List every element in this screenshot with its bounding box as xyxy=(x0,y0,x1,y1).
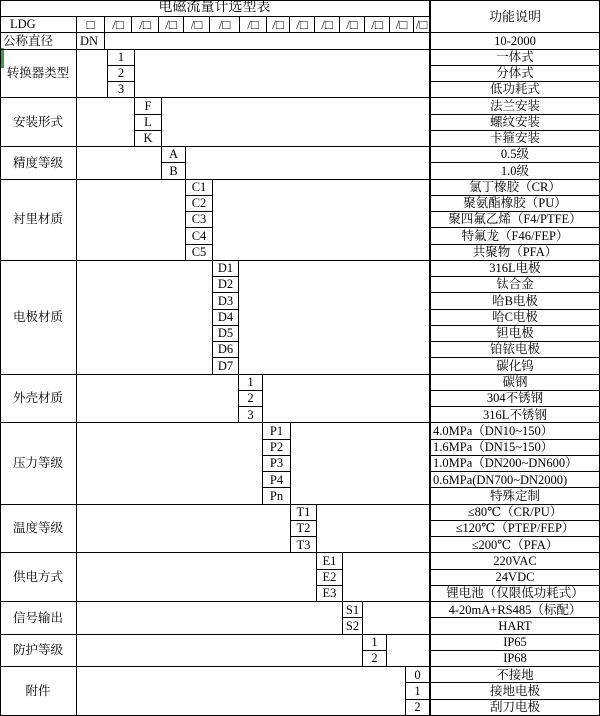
code-cell: B xyxy=(162,163,186,179)
group-label-cell: 精度等级 xyxy=(0,147,77,180)
code-cell: C2 xyxy=(186,196,213,212)
model-slot-cell: /□ xyxy=(267,17,290,33)
code-cell: A xyxy=(162,147,186,163)
group-label-cell: 安装形式 xyxy=(0,98,77,147)
desc-cell: 低功耗式 xyxy=(430,82,600,98)
model-prefix-cell: LDG xyxy=(0,17,77,33)
code-cell: D2 xyxy=(213,277,239,293)
empty-cell xyxy=(387,635,430,668)
group-label-cell: 外壳材质 xyxy=(0,375,77,424)
desc-cell: 1.0级 xyxy=(430,163,600,179)
desc-cell: 1.0MPa（DN200~DN600） xyxy=(430,456,600,472)
desc-cell: 钛合金 xyxy=(430,277,600,293)
empty-cell xyxy=(263,375,430,424)
empty-cell xyxy=(77,553,317,602)
code-cell: T1 xyxy=(291,505,317,521)
desc-cell: 4-20mA+RS485（标配） xyxy=(430,602,600,618)
desc-cell: 锂电池（仅限低功耗式） xyxy=(430,586,600,602)
code-cell: C1 xyxy=(186,180,213,196)
model-slot-cell: /□ xyxy=(315,17,340,33)
group-label-cell: 电极材质 xyxy=(0,261,77,375)
desc-cell: HART xyxy=(430,618,600,634)
desc-cell: 铂铱电极 xyxy=(430,342,600,358)
group-label-cell: 温度等级 xyxy=(0,505,77,554)
desc-cell: 碳化钨 xyxy=(430,358,600,374)
empty-cell xyxy=(213,180,430,261)
empty-cell xyxy=(77,635,363,668)
group-label-cell: 附件 xyxy=(0,667,77,716)
code-cell: P3 xyxy=(263,456,291,472)
code-cell: D1 xyxy=(213,261,239,277)
dn-desc-cell: 10-2000 xyxy=(430,33,600,49)
empty-cell xyxy=(135,50,430,99)
desc-cell: 24VDC xyxy=(430,570,600,586)
code-cell: C4 xyxy=(186,228,213,244)
model-slot-cell: /□ xyxy=(414,17,430,33)
model-slot-cell: /□ xyxy=(365,17,390,33)
desc-cell: 4.0MPa（DN10~150） xyxy=(430,423,600,439)
code-cell: E3 xyxy=(317,586,343,602)
desc-cell: 0.6MPa(DN700~DN2000) xyxy=(430,472,600,488)
model-slot-cell: /□ xyxy=(290,17,315,33)
model-slot-cell: /□ xyxy=(390,17,414,33)
code-cell: T3 xyxy=(291,537,317,553)
desc-cell: 特氟龙（F46/FEP） xyxy=(430,228,600,244)
desc-cell: IP68 xyxy=(430,651,600,667)
desc-cell: 一体式 xyxy=(430,50,600,66)
code-cell: 2 xyxy=(406,700,430,716)
empty-cell xyxy=(77,180,186,261)
group-label-cell: 信号输出 xyxy=(0,602,77,635)
code-cell: 2 xyxy=(363,651,387,667)
desc-cell: 接地电极 xyxy=(430,683,600,699)
model-slot-cell: /□ xyxy=(340,17,365,33)
code-cell: D7 xyxy=(213,358,239,374)
code-cell: 1 xyxy=(108,50,135,66)
desc-cell: 聚四氟乙烯（F4/PTFE） xyxy=(430,212,600,228)
group-label-cell: 转换器类型 xyxy=(0,50,77,99)
empty-cell xyxy=(77,505,291,554)
empty-cell xyxy=(77,423,263,504)
desc-cell: 316L电极 xyxy=(430,261,600,277)
group-label-cell: 压力等级 xyxy=(0,423,77,504)
desc-cell: 聚氨酯橡胶（PU） xyxy=(430,196,600,212)
code-cell: D4 xyxy=(213,310,239,326)
empty-cell xyxy=(317,505,430,554)
desc-cell: 共聚物（PFA） xyxy=(430,245,600,261)
empty-cell xyxy=(77,147,162,180)
code-cell: C3 xyxy=(186,212,213,228)
code-cell: 1 xyxy=(406,683,430,699)
code-cell: D3 xyxy=(213,293,239,309)
desc-cell: 螺纹安装 xyxy=(430,115,600,131)
desc-cell: 碳钢 xyxy=(430,375,600,391)
code-cell: D6 xyxy=(213,342,239,358)
code-cell: 1 xyxy=(363,635,387,651)
empty-cell xyxy=(291,423,430,504)
desc-cell: 钽电极 xyxy=(430,326,600,342)
desc-cell: 哈C电极 xyxy=(430,310,600,326)
code-cell: 3 xyxy=(108,82,135,98)
code-cell: 1 xyxy=(239,375,263,391)
code-cell: L xyxy=(135,115,162,131)
desc-cell: 不接地 xyxy=(430,667,600,683)
group-label-cell: 衬里材质 xyxy=(0,180,77,261)
code-cell: P2 xyxy=(263,440,291,456)
empty-cell xyxy=(77,375,239,424)
desc-cell: 220VAC xyxy=(430,553,600,569)
empty-cell xyxy=(77,98,135,147)
code-cell: 0 xyxy=(406,667,430,683)
code-cell: C5 xyxy=(186,245,213,261)
empty-cell xyxy=(363,602,430,635)
desc-cell: 304不锈钢 xyxy=(430,391,600,407)
desc-cell: 刮刀电极 xyxy=(430,700,600,716)
code-cell: E1 xyxy=(317,553,343,569)
desc-cell: 氯丁橡胶（CR） xyxy=(430,180,600,196)
model-box-cell: □ xyxy=(77,17,105,33)
model-slot-cell: /□ xyxy=(132,17,159,33)
dn-span-cell xyxy=(105,33,430,49)
code-cell: F xyxy=(135,98,162,114)
code-cell: 3 xyxy=(239,407,263,423)
desc-cell: 卡箍安装 xyxy=(430,131,600,147)
empty-cell xyxy=(239,261,430,375)
function-column-header: 功能说明 xyxy=(430,0,600,33)
desc-cell: 316L不锈钢 xyxy=(430,407,600,423)
code-cell: T2 xyxy=(291,521,317,537)
code-cell: D5 xyxy=(213,326,239,342)
desc-cell: 0.5级 xyxy=(430,147,600,163)
code-cell: E2 xyxy=(317,570,343,586)
empty-cell xyxy=(77,50,108,99)
desc-cell: 特殊定制 xyxy=(430,488,600,504)
code-cell: 2 xyxy=(108,66,135,82)
empty-cell xyxy=(186,147,430,180)
empty-cell xyxy=(77,261,213,375)
code-cell: 2 xyxy=(239,391,263,407)
model-slot-cell: /□ xyxy=(210,17,240,33)
empty-cell xyxy=(162,98,430,147)
desc-cell: 1.6MPa（DN15~150） xyxy=(430,440,600,456)
code-cell: S1 xyxy=(343,602,363,618)
dn-code-cell: DN xyxy=(77,33,105,49)
desc-cell: ≤120℃（PTEP/FEP） xyxy=(430,521,600,537)
empty-cell xyxy=(77,667,406,716)
desc-cell: IP65 xyxy=(430,635,600,651)
model-slot-cell: /□ xyxy=(105,17,132,33)
desc-cell: ≤200℃（PFA） xyxy=(430,537,600,553)
code-cell: P4 xyxy=(263,472,291,488)
empty-cell xyxy=(343,553,430,602)
model-slot-cell: /□ xyxy=(184,17,210,33)
model-slot-cell: /□ xyxy=(240,17,267,33)
dn-label-cell: 公称直径 xyxy=(0,33,77,49)
desc-cell: 分体式 xyxy=(430,66,600,82)
desc-cell: 法兰安装 xyxy=(430,98,600,114)
desc-cell: 哈B电极 xyxy=(430,293,600,309)
table-title: 电磁流量计选型表 xyxy=(0,0,430,17)
code-cell: Pn xyxy=(263,488,291,504)
code-cell: K xyxy=(135,131,162,147)
code-cell: S2 xyxy=(343,618,363,634)
model-slot-cell: /□ xyxy=(159,17,184,33)
group-label-cell: 供电方式 xyxy=(0,553,77,602)
empty-cell xyxy=(77,602,343,635)
desc-cell: ≤80℃（CR/PU） xyxy=(430,505,600,521)
code-cell: P1 xyxy=(263,423,291,439)
group-label-cell: 防护等级 xyxy=(0,635,77,668)
